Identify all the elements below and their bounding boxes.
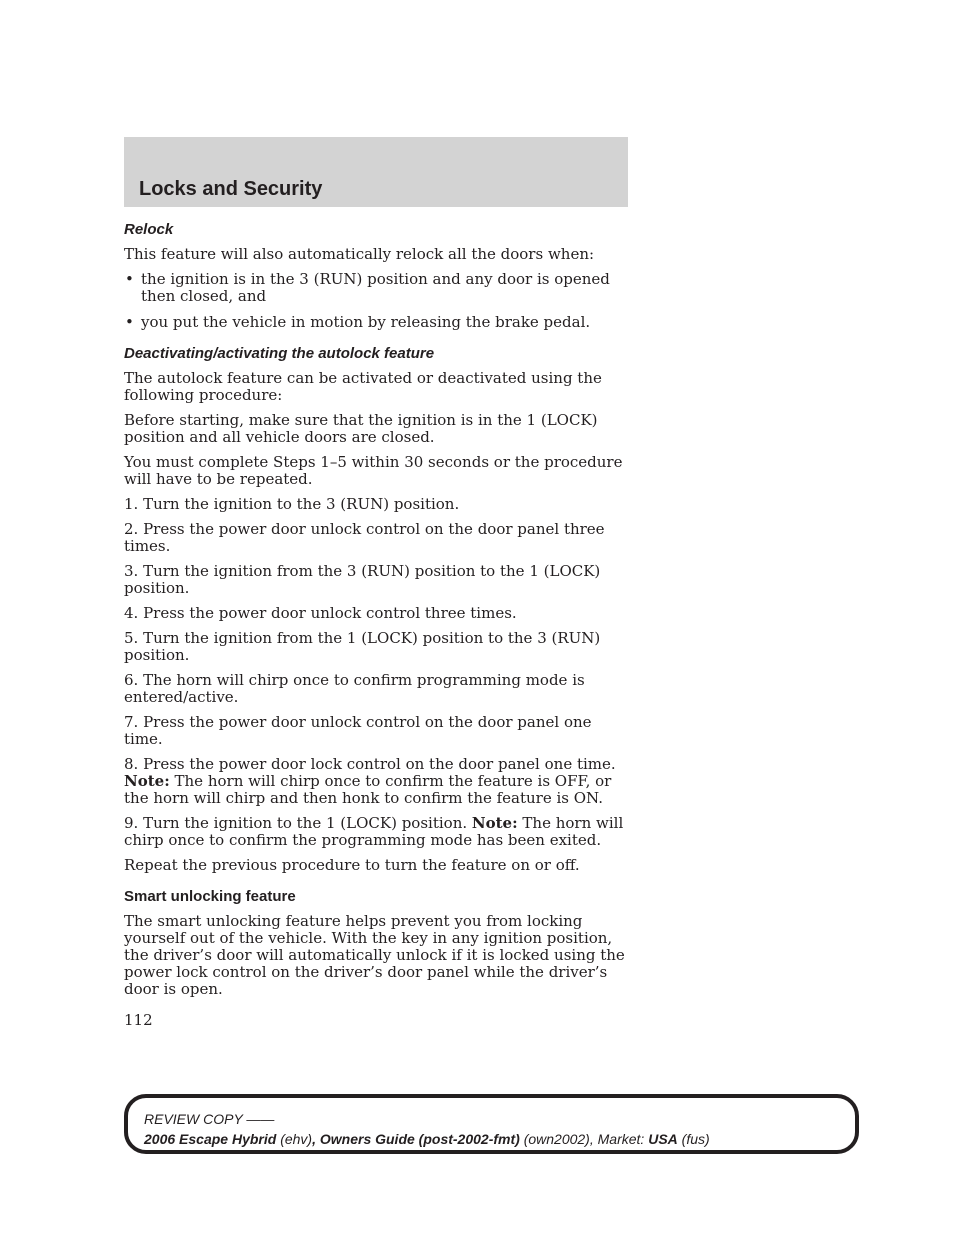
footer-market-label: , Market:	[589, 1131, 649, 1147]
step-item: 5. Turn the ignition from the 1 (LOCK) position to the 3 (RUN) position.	[124, 629, 601, 664]
step-item	[124, 756, 628, 807]
footer-document-info	[144, 1129, 855, 1149]
autolock-paragraph: You must complete Steps 1–5 within 30 seconds or the procedure will have to be repeated.	[124, 453, 623, 488]
step-item: 6. The horn will chirp once to confirm programming mode is entered/active.	[124, 671, 585, 706]
step-text: 8. Press the power door lock control on the door panel one time.	[124, 755, 616, 773]
note-text: The horn will chirp once to confirm the programming mode has been exited.	[124, 814, 624, 849]
step-item: 7. Press the power door unlock control on the door panel one time.	[124, 713, 592, 748]
autolock-paragraph: Before starting, make sure that the ignition is in the 1 (LOCK) position and all vehicle doors are closed.	[124, 411, 598, 446]
footer-vehicle: 2006 Escape Hybrid	[144, 1131, 277, 1147]
step-item: 3. Turn the ignition from the 3 (RUN) position to the 1 (LOCK) position.	[124, 562, 601, 597]
footer-vehicle-code: (ehv)	[280, 1131, 313, 1147]
footer-separator: ,	[312, 1131, 320, 1147]
note-label: Note:	[124, 772, 170, 790]
note-text: The horn will chirp once to confirm the feature is OFF, or the horn will chirp and then honk to confirm the feature is ON.	[124, 772, 612, 807]
procedure-steps	[124, 496, 628, 849]
footer-market: USA	[648, 1131, 678, 1147]
note-label: Note:	[471, 814, 518, 832]
autolock-heading: Deactivating/activating the autolock feature	[124, 345, 435, 362]
footer-guide: Owners Guide (post-2002-fmt)	[319, 1131, 520, 1147]
smart-unlocking-heading: Smart unlocking feature	[124, 888, 296, 905]
autolock-paragraph: The autolock feature can be activated or deactivated using the following procedure:	[124, 369, 602, 404]
footer-market-code: (fus)	[681, 1131, 710, 1147]
smart-unlocking-body: The smart unlocking feature helps prevent you from locking yourself out of the vehicle. With the key in any ignition position, the driver’s door will automatically unlock if it is locked using the power lock control on the driver’s door panel while the driver’s door is open.	[124, 912, 625, 998]
page-content	[124, 219, 628, 1029]
footer-guide-code: (own2002)	[523, 1131, 590, 1147]
step-item: 2. Press the power door unlock control on the door panel three times.	[124, 520, 605, 555]
relock-bullet-list	[124, 271, 628, 331]
step-text: 9. Turn the ignition to the 1 (LOCK) position.	[124, 814, 468, 832]
bullet-item: • the ignition is in the 3 (RUN) position and any door is opened then closed, and	[124, 271, 628, 305]
autolock-closing: Repeat the previous procedure to turn the feature on or off.	[124, 856, 580, 874]
relock-intro: This feature will also automatically relock all the doors when:	[124, 245, 595, 263]
review-copy-label: REVIEW COPY ——	[144, 1111, 275, 1127]
step-item: 4. Press the power door unlock control three times.	[124, 604, 517, 622]
review-copy-footer	[124, 1094, 859, 1154]
step-item: 1. Turn the ignition to the 3 (RUN) position.	[124, 495, 460, 513]
step-item	[124, 815, 628, 849]
section-title: Locks and Security	[139, 178, 323, 200]
page-number: 112	[124, 1011, 153, 1029]
section-header-band	[124, 137, 628, 207]
relock-heading: Relock	[124, 221, 174, 238]
bullet-item: • you put the vehicle in motion by releasing the brake pedal.	[124, 314, 628, 331]
